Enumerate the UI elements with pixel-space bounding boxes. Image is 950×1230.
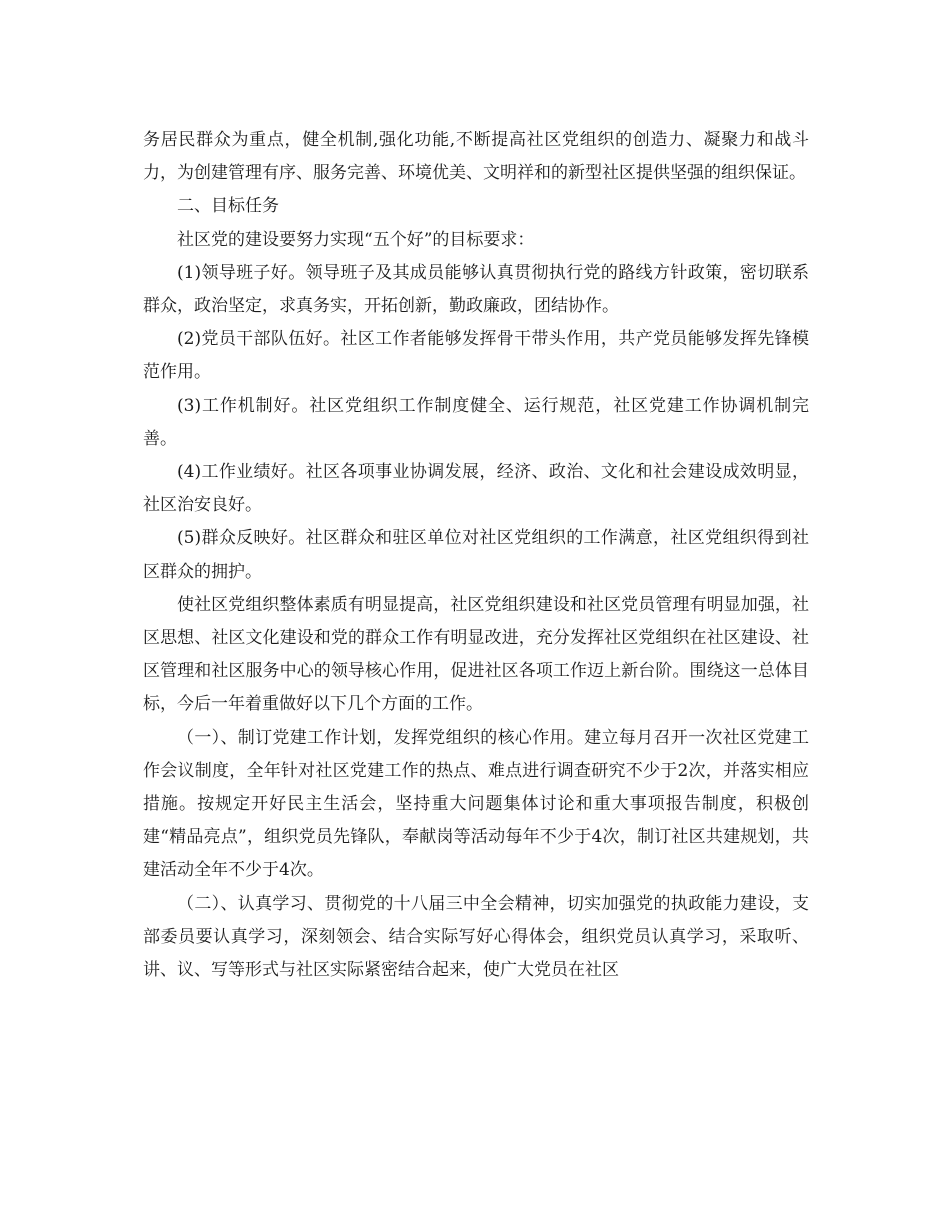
paragraph: （一）、制订党建工作计划，发挥党组织的核心作用。建立每月召开一次社区党建工作会议制度，全年针对社区党建工作的热点、难点进行调查研究不少于2次，并落实相应措施。按规定开好民主生活会，坚持重大问题集体讨论和重大事项报告制度，积极创建“精品亮点”，组织党员先锋队，奉献岗等活动每年不少于4次，制订社区共建规划，共建活动全年不少于4次。 <box>143 727 809 881</box>
paragraph: (4)工作业绩好。社区各项事业协调发展，经济、政治、文化和社会建设成效明显，社区治安良好。 <box>143 462 809 516</box>
paragraph: (5)群众反映好。社区群众和驻区单位对社区党组织的工作满意，社区党组织得到社区群众的拥护。 <box>143 528 809 582</box>
paragraph: (3)工作机制好。社区党组织工作制度健全、运行规范，社区党建工作协调机制完善。 <box>143 395 809 449</box>
paragraph: 务居民群众为重点，健全机制,强化功能,不断提高社区党组织的创造力、凝聚力和战斗力，为创建管理有序、服务完善、环境优美、文明祥和的新型社区提供坚强的组织保证。 <box>143 130 809 184</box>
paragraph: （二）、认真学习、贯彻党的十八届三中全会精神，切实加强党的执政能力建设，支部委员要认真学习，深刻领会、结合实际写好心得体会，组织党员认真学习，采取听、讲、议、写等形式与社区实际紧密结合起来，使广大党员在社区 <box>143 893 809 981</box>
paragraph: (2)党员干部队伍好。社区工作者能够发挥骨干带头作用，共产党员能够发挥先锋模范作用。 <box>143 329 809 383</box>
paragraph: (1)领导班子好。领导班子及其成员能够认真贯彻执行党的路线方针政策，密切联系群众，政治坚定，求真务实，开拓创新，勤政廉政，团结协作。 <box>143 262 809 317</box>
paragraph: 使社区党组织整体素质有明显提高，社区党组织建设和社区党员管理有明显加强，社区思想、社区文化建设和党的群众工作有明显改进，充分发挥社区党组织在社区建设、社区管理和社区服务中心的领导核心作用，促进社区各项工作迈上新台阶。围绕这一总体目标，今后一年着重做好以下几个方面的工作。 <box>143 594 809 715</box>
paragraph: 社区党的建设要努力实现“五个好”的目标要求： <box>177 229 535 250</box>
section-heading: 二、目标任务 <box>177 196 279 217</box>
document-body <box>143 124 809 987</box>
